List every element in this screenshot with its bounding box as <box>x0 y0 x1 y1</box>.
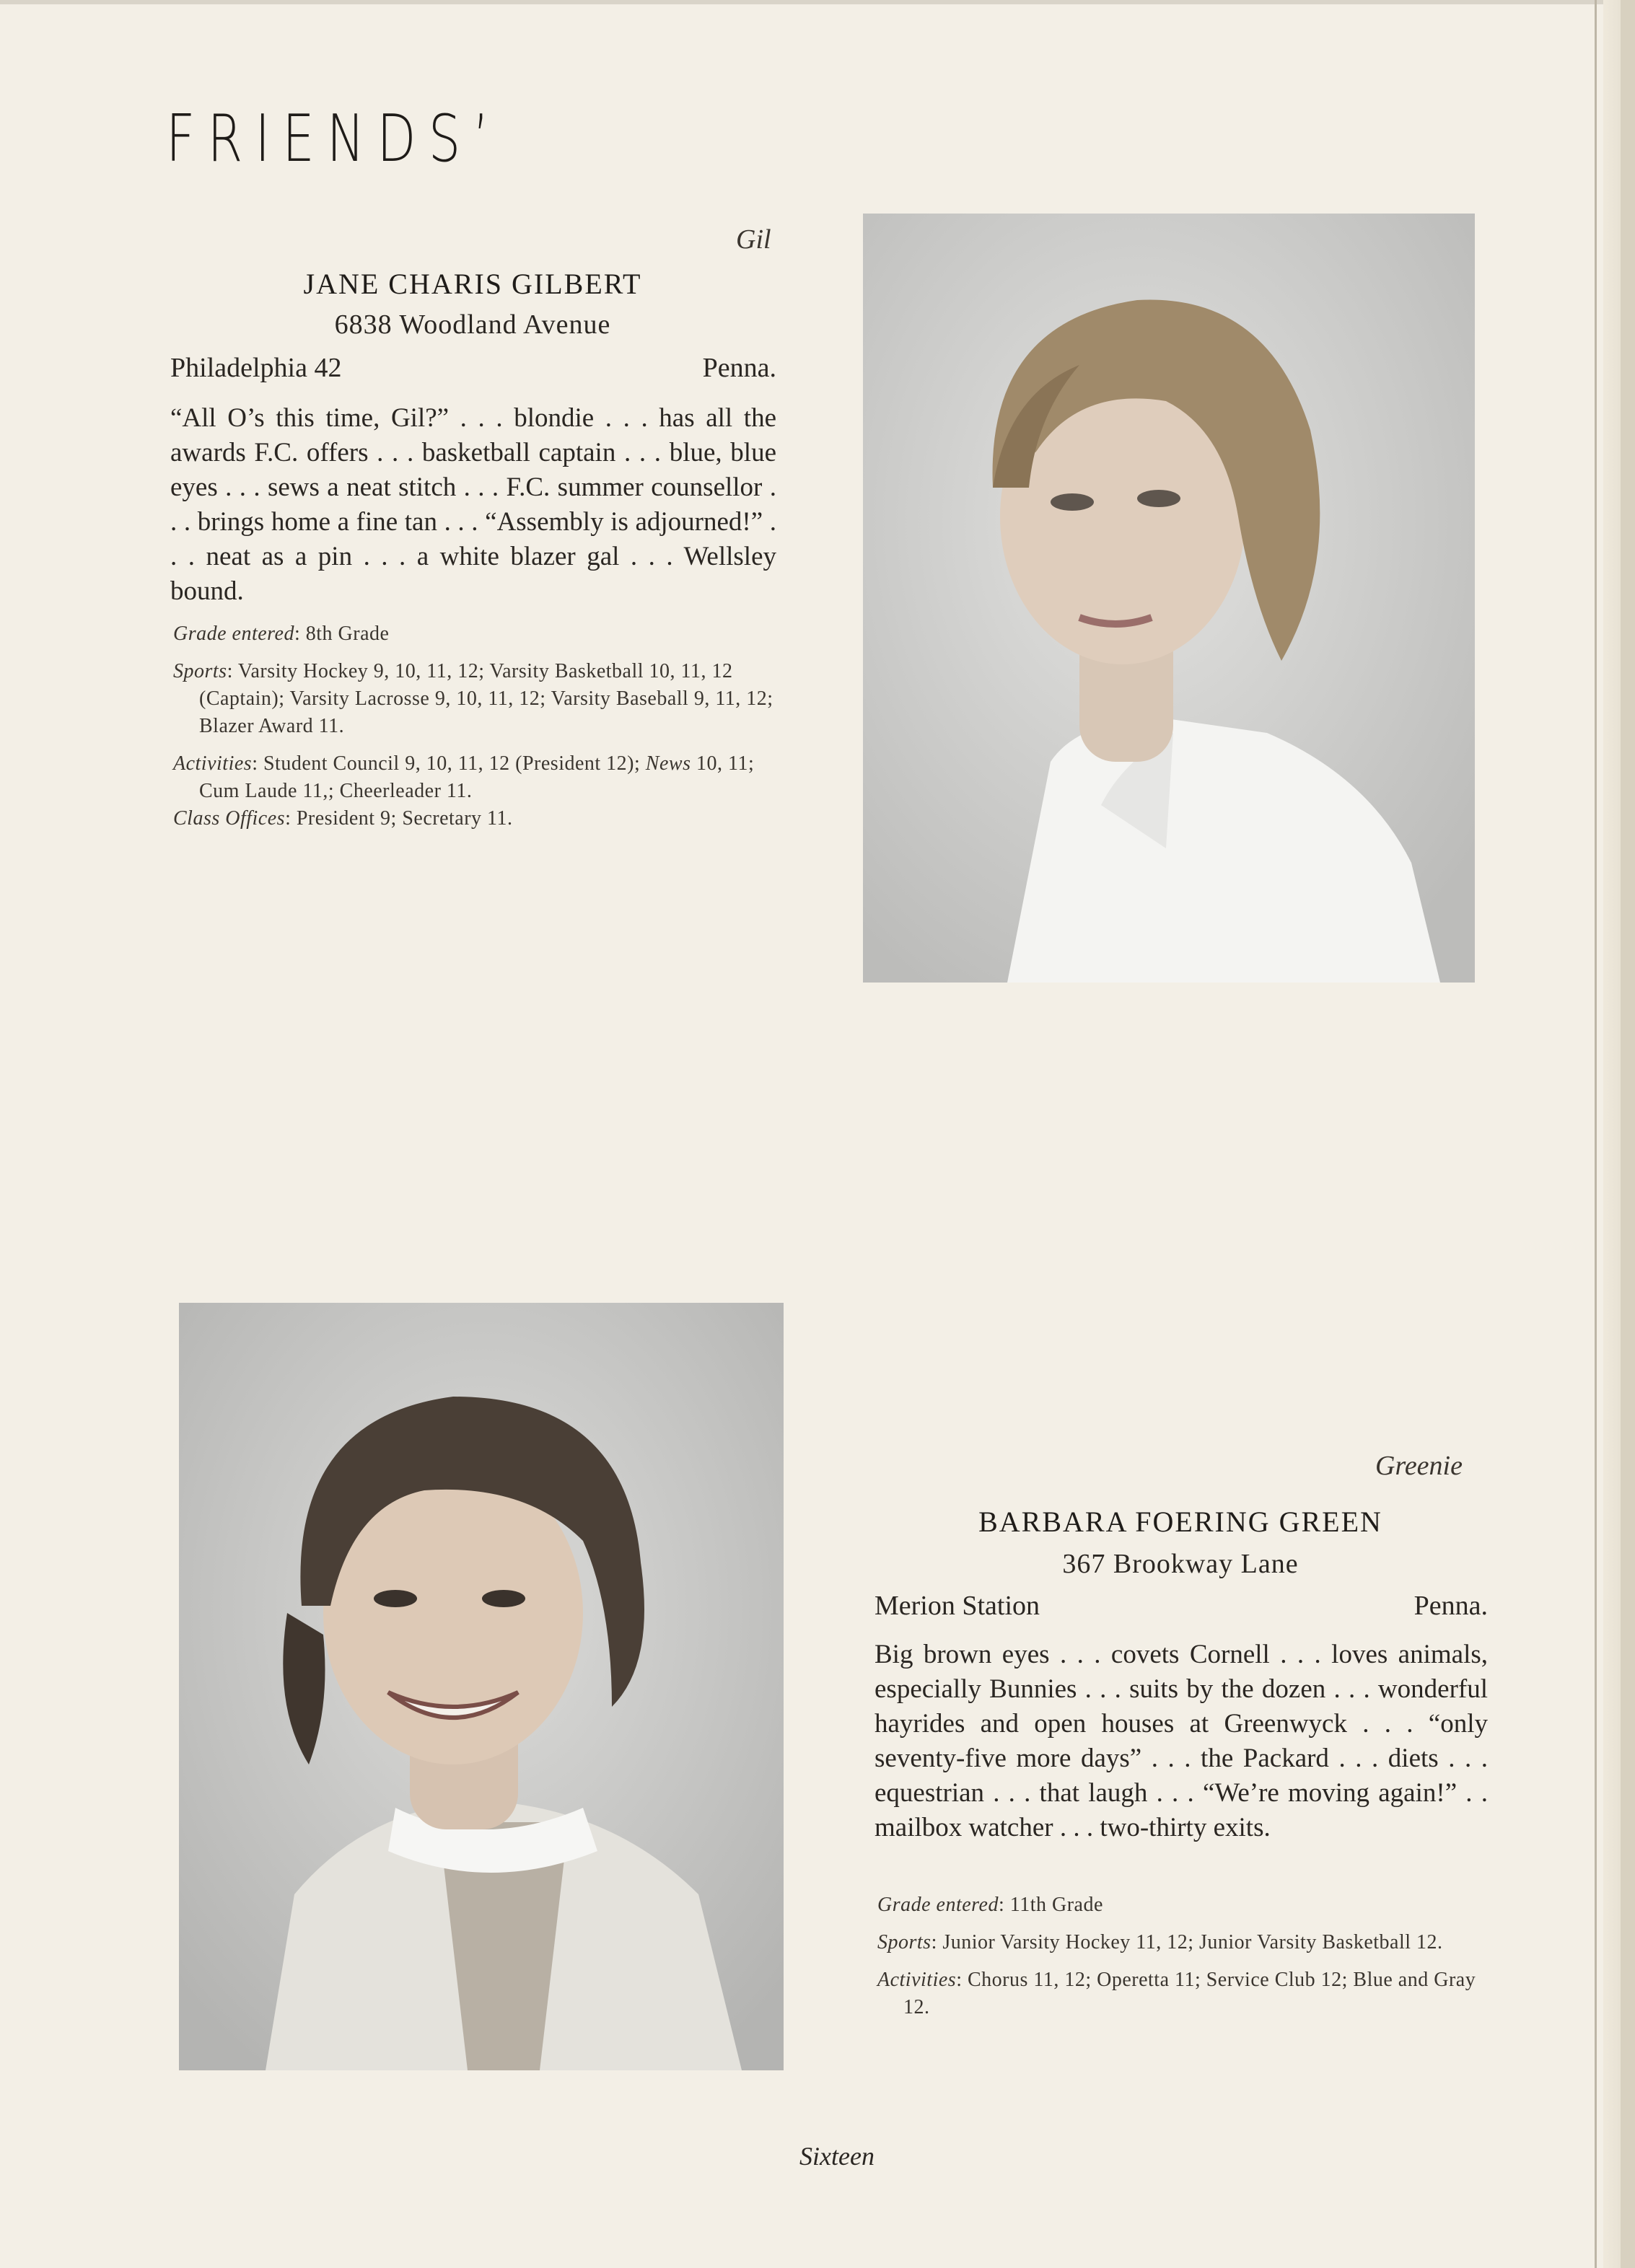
description: Big brown eyes . . . covets Cornell . . . loves animals, especially Bunnies . . . suits by the dozen . . . wonderful hayrides and open houses at Greenwyck . . . “only seventy-five more days” . . . the Packard . . . diets . . . equestrian . . . that laugh . . . “We’re moving again!” . . mailbox watcher . . . two-thirty exits. <box>875 1640 1488 1842</box>
nickname: Gil <box>736 224 771 255</box>
portrait-gilbert <box>863 214 1475 983</box>
portrait-photo-icon <box>179 1303 784 2070</box>
city-line <box>170 352 776 384</box>
nickname: Greenie <box>1375 1451 1463 1481</box>
portrait-photo-icon <box>863 214 1475 983</box>
page-number: Sixteen <box>799 2142 875 2171</box>
details <box>173 620 779 843</box>
street-address: 6838 Woodland Avenue <box>334 309 611 340</box>
page-edge-top <box>0 0 1635 4</box>
activities: Activities: Chorus 11, 12; Operetta 11; Service Club 12; Blue and Gray 12. <box>877 1969 1476 2018</box>
sports: Sports: Junior Varsity Hockey 11, 12; Junior Varsity Basketball 12. <box>877 1931 1443 1953</box>
state: Penna. <box>702 353 776 383</box>
state: Penna. <box>1413 1591 1488 1621</box>
portrait-green <box>179 1303 784 2070</box>
student-name: JANE CHARIS GILBERT <box>303 268 642 300</box>
activities: Activities: Student Council 9, 10, 11, 12 (President 12); News 10, 11; Cum Laude 11,; Cheerleader 11. <box>173 752 755 802</box>
city-line <box>875 1590 1488 1622</box>
city: Philadelphia 42 <box>170 353 342 383</box>
sports: Sports: Varsity Hockey 9, 10, 11, 12; Varsity Basketball 10, 11, 12 (Captain); Varsity Lacrosse 9, 10, 11, 12; Varsity Baseball 9, 11, 12; Blazer Award 11. <box>173 660 773 737</box>
details <box>877 1891 1488 2031</box>
page-edge-right <box>1603 0 1635 2268</box>
street-address: 367 Brookway Lane <box>1062 1549 1299 1579</box>
page-title: FRIENDS’ <box>166 101 501 177</box>
class-offices: Class Offices: President 9; Secretary 11. <box>173 807 513 830</box>
grade-entered: Grade entered: 11th Grade <box>877 1894 1103 1916</box>
city: Merion Station <box>875 1591 1040 1621</box>
student-name: BARBARA FOERING GREEN <box>978 1506 1382 1538</box>
page-fold-line <box>1595 0 1597 2268</box>
description: “All O’s this time, Gil?” . . . blondie . . . has all the awards F.C. offers . . . basketball captain . . . blue, blue eyes . . . sews a neat stitch . . . F.C. summer counsellor . . . brings home a fine tan . . . “Assembly is adjourned!” . . . neat as a pin . . . a white blazer gal . . . Wellsley bound. <box>170 403 776 606</box>
grade-entered: Grade entered: 8th Grade <box>173 623 390 645</box>
